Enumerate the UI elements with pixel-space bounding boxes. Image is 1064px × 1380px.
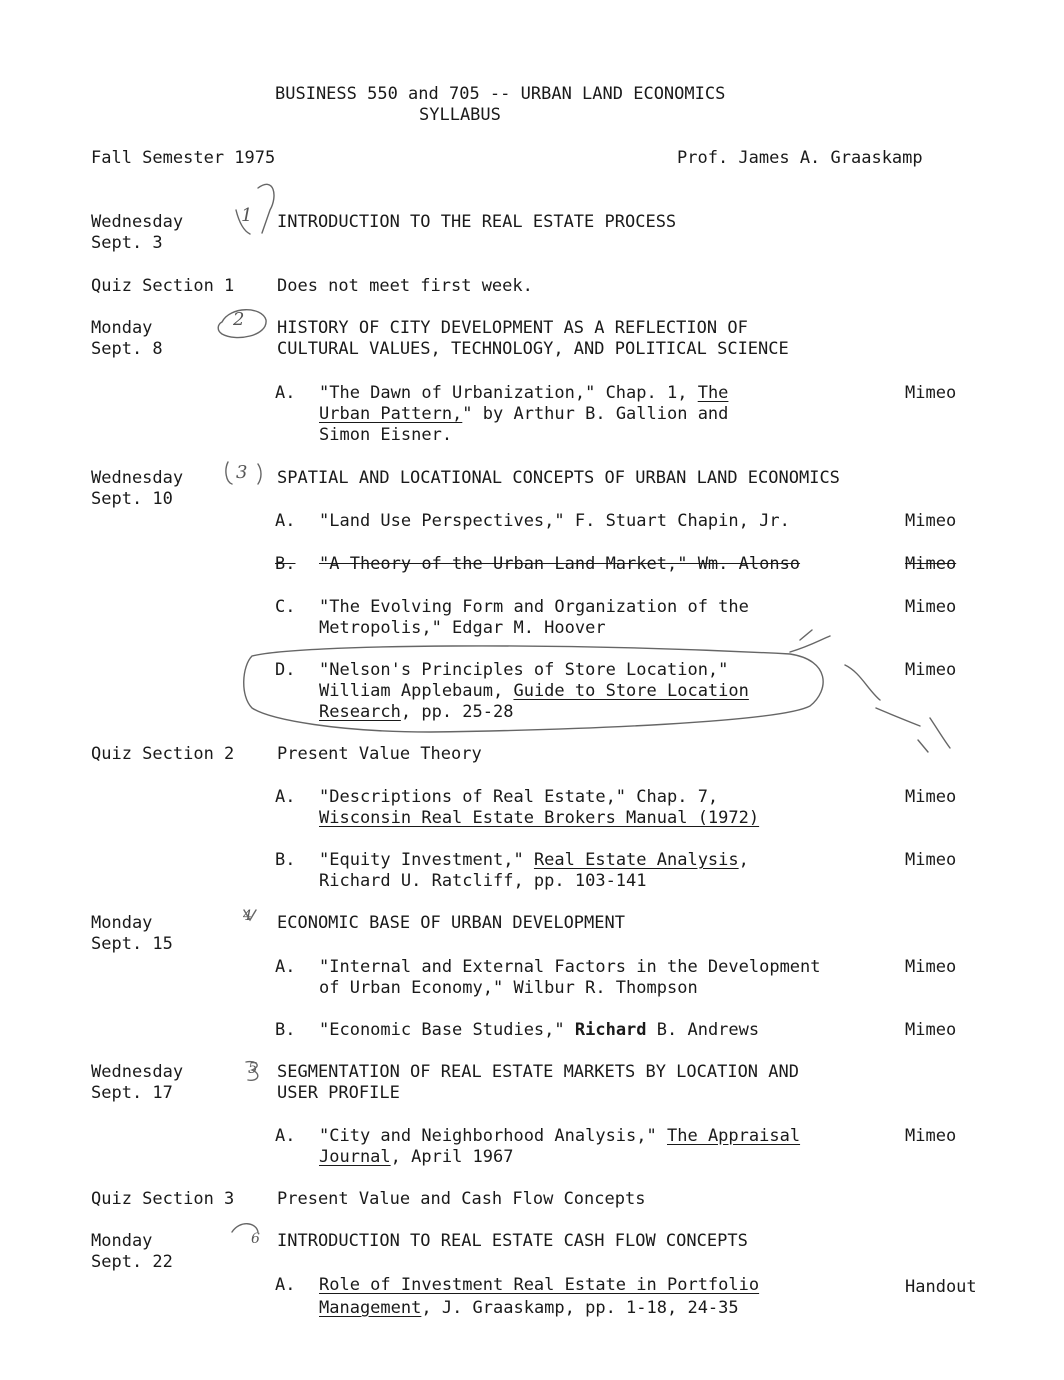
reading-text: "Equity Investment," [319,850,534,870]
reading-source: Mimeo [905,1020,957,1040]
reading-journal-title: The Appraisal [667,1126,801,1146]
reading-letter: A. [275,383,296,403]
session-day: Wednesday [91,468,184,488]
quiz-section-label: Quiz Section 2 [91,744,235,764]
handwritten-session-number: 5 [248,1059,258,1077]
reading-line [319,681,749,702]
session-day: Wednesday [91,212,184,232]
reading-line [319,1126,800,1147]
document-title: BUSINESS 550 and 705 -- URBAN LAND ECONOMICS [275,84,726,104]
reading-line: "Internal and External Factors in the Development [319,957,821,977]
quiz-section-note: Does not meet first week. [277,276,533,296]
quiz-section-label: Quiz Section 1 [91,276,235,296]
session-day: Wednesday [91,1062,184,1082]
reading-letter: A. [275,957,296,977]
reading-book-title: Management [319,1298,422,1318]
reading-text: " by Arthur B. Gallion and [462,404,729,424]
reading-letter: A. [275,787,296,807]
document-subtitle: SYLLABUS [419,105,501,125]
reading-author-bold: Richard [574,1020,647,1040]
reading-line [319,1298,739,1319]
reading-line [319,850,749,871]
session-day: Monday [91,913,153,933]
reading-book-title: Wisconsin Real Estate Brokers Manual (1972) [319,808,760,828]
session-date: Sept. 22 [91,1252,173,1272]
session-heading: ECONOMIC BASE OF URBAN DEVELOPMENT [277,913,625,933]
reading-source: Mimeo [905,660,957,680]
reading-letter-struck: B. [275,554,296,574]
reading-line: of Urban Economy," Wilbur R. Thompson [319,978,698,998]
reading-letter: B. [275,1020,296,1040]
reading-book-title: Guide to Store Location [513,681,749,701]
handwritten-session-number: 2 [233,309,245,330]
reading-line: "Nelson's Principles of Store Location," [319,660,729,680]
reading-text: William Applebaum, [319,681,514,701]
session-heading: INTRODUCTION TO REAL ESTATE CASH FLOW CONCEPTS [277,1231,748,1251]
reading-letter: C. [275,597,296,617]
reading-journal-title: Journal [319,1147,391,1167]
reading-book-title: Real Estate Analysis [533,850,739,870]
session-heading-line: USER PROFILE [277,1083,400,1103]
reading-letter: A. [275,1275,296,1295]
reading-source: Mimeo [905,850,957,870]
handwritten-session-number: 1 [241,205,253,226]
reading-line: Metropolis," Edgar M. Hoover [319,618,606,638]
reading-letter: A. [275,1126,296,1146]
session-heading-line: CULTURAL VALUES, TECHNOLOGY, AND POLITICAL SCIENCE [277,339,789,359]
reading-line: "Descriptions of Real Estate," Chap. 7, [319,787,719,807]
session-date: Sept. 8 [91,339,163,359]
reading-book-title: Research [319,702,401,722]
session-date: Sept. 10 [91,489,173,509]
reading-line [319,404,728,425]
reading-text: "The Dawn of Urbanization," Chap. 1, [319,383,698,403]
pen-arrow-note [790,630,950,752]
reading-source: Mimeo [905,787,957,807]
session-heading-line: SEGMENTATION OF REAL ESTATE MARKETS BY LOCATION AND [277,1062,799,1082]
reading-source: Mimeo [905,957,957,977]
reading-book-title: Urban Pattern, [319,404,463,424]
session-heading: SPATIAL AND LOCATIONAL CONCEPTS OF URBAN LAND ECONOMICS [277,468,840,488]
reading-line: "Land Use Perspectives," F. Stuart Chapin, Jr. [319,511,790,531]
quiz-section-topic: Present Value Theory [277,744,482,764]
reading-line: Richard U. Ratcliff, pp. 103-141 [319,871,647,891]
reading-source-struck: Mimeo [905,554,957,574]
session-heading-line: HISTORY OF CITY DEVELOPMENT AS A REFLECTION OF [277,318,748,338]
session-day: Monday [91,1231,153,1251]
reading-source: Mimeo [905,383,957,403]
reading-line [319,1147,513,1168]
session-date: Sept. 15 [91,934,173,954]
quiz-section-topic: Present Value and Cash Flow Concepts [277,1189,646,1209]
reading-text: B. Andrews [646,1020,760,1040]
reading-source: Handout [905,1277,977,1297]
reading-letter: D. [275,660,296,680]
reading-line-struck: "A Theory of the Urban Land Market," Wm. Alonso [319,554,801,574]
reading-line [319,1020,759,1041]
reading-source: Mimeo [905,511,957,531]
reading-book-title: Role of Investment Real Estate in Portfolio [319,1275,760,1295]
reading-line [319,383,728,404]
semester-label: Fall Semester 1975 [91,148,276,168]
reading-letter: B. [275,850,296,870]
handwritten-session-number: 3 [236,462,248,483]
handwritten-session-number: 6 [251,1231,260,1247]
reading-text: , April 1967 [390,1147,514,1167]
reading-text: "Economic Base Studies," [319,1020,575,1040]
reading-text: , pp. 25-28 [400,702,514,722]
reading-line: Simon Eisner. [319,425,453,445]
session-heading: INTRODUCTION TO THE REAL ESTATE PROCESS [277,212,677,232]
reading-letter: A. [275,511,296,531]
session-date: Sept. 17 [91,1083,173,1103]
reading-text: "City and Neighborhood Analysis," [319,1126,667,1146]
session-day: Monday [91,318,153,338]
session-date: Sept. 3 [91,233,163,253]
reading-text: , J. Graaskamp, pp. 1-18, 24-35 [421,1298,739,1318]
reading-book-title: The [697,383,729,403]
reading-text: , [738,850,749,870]
reading-source: Mimeo [905,597,957,617]
reading-source: Mimeo [905,1126,957,1146]
handwritten-session-number: 4 [243,908,252,924]
quiz-section-label: Quiz Section 3 [91,1189,235,1209]
reading-line [319,702,513,723]
professor-name: Prof. James A. Graaskamp [677,148,923,168]
reading-line: "The Evolving Form and Organization of the [319,597,749,617]
